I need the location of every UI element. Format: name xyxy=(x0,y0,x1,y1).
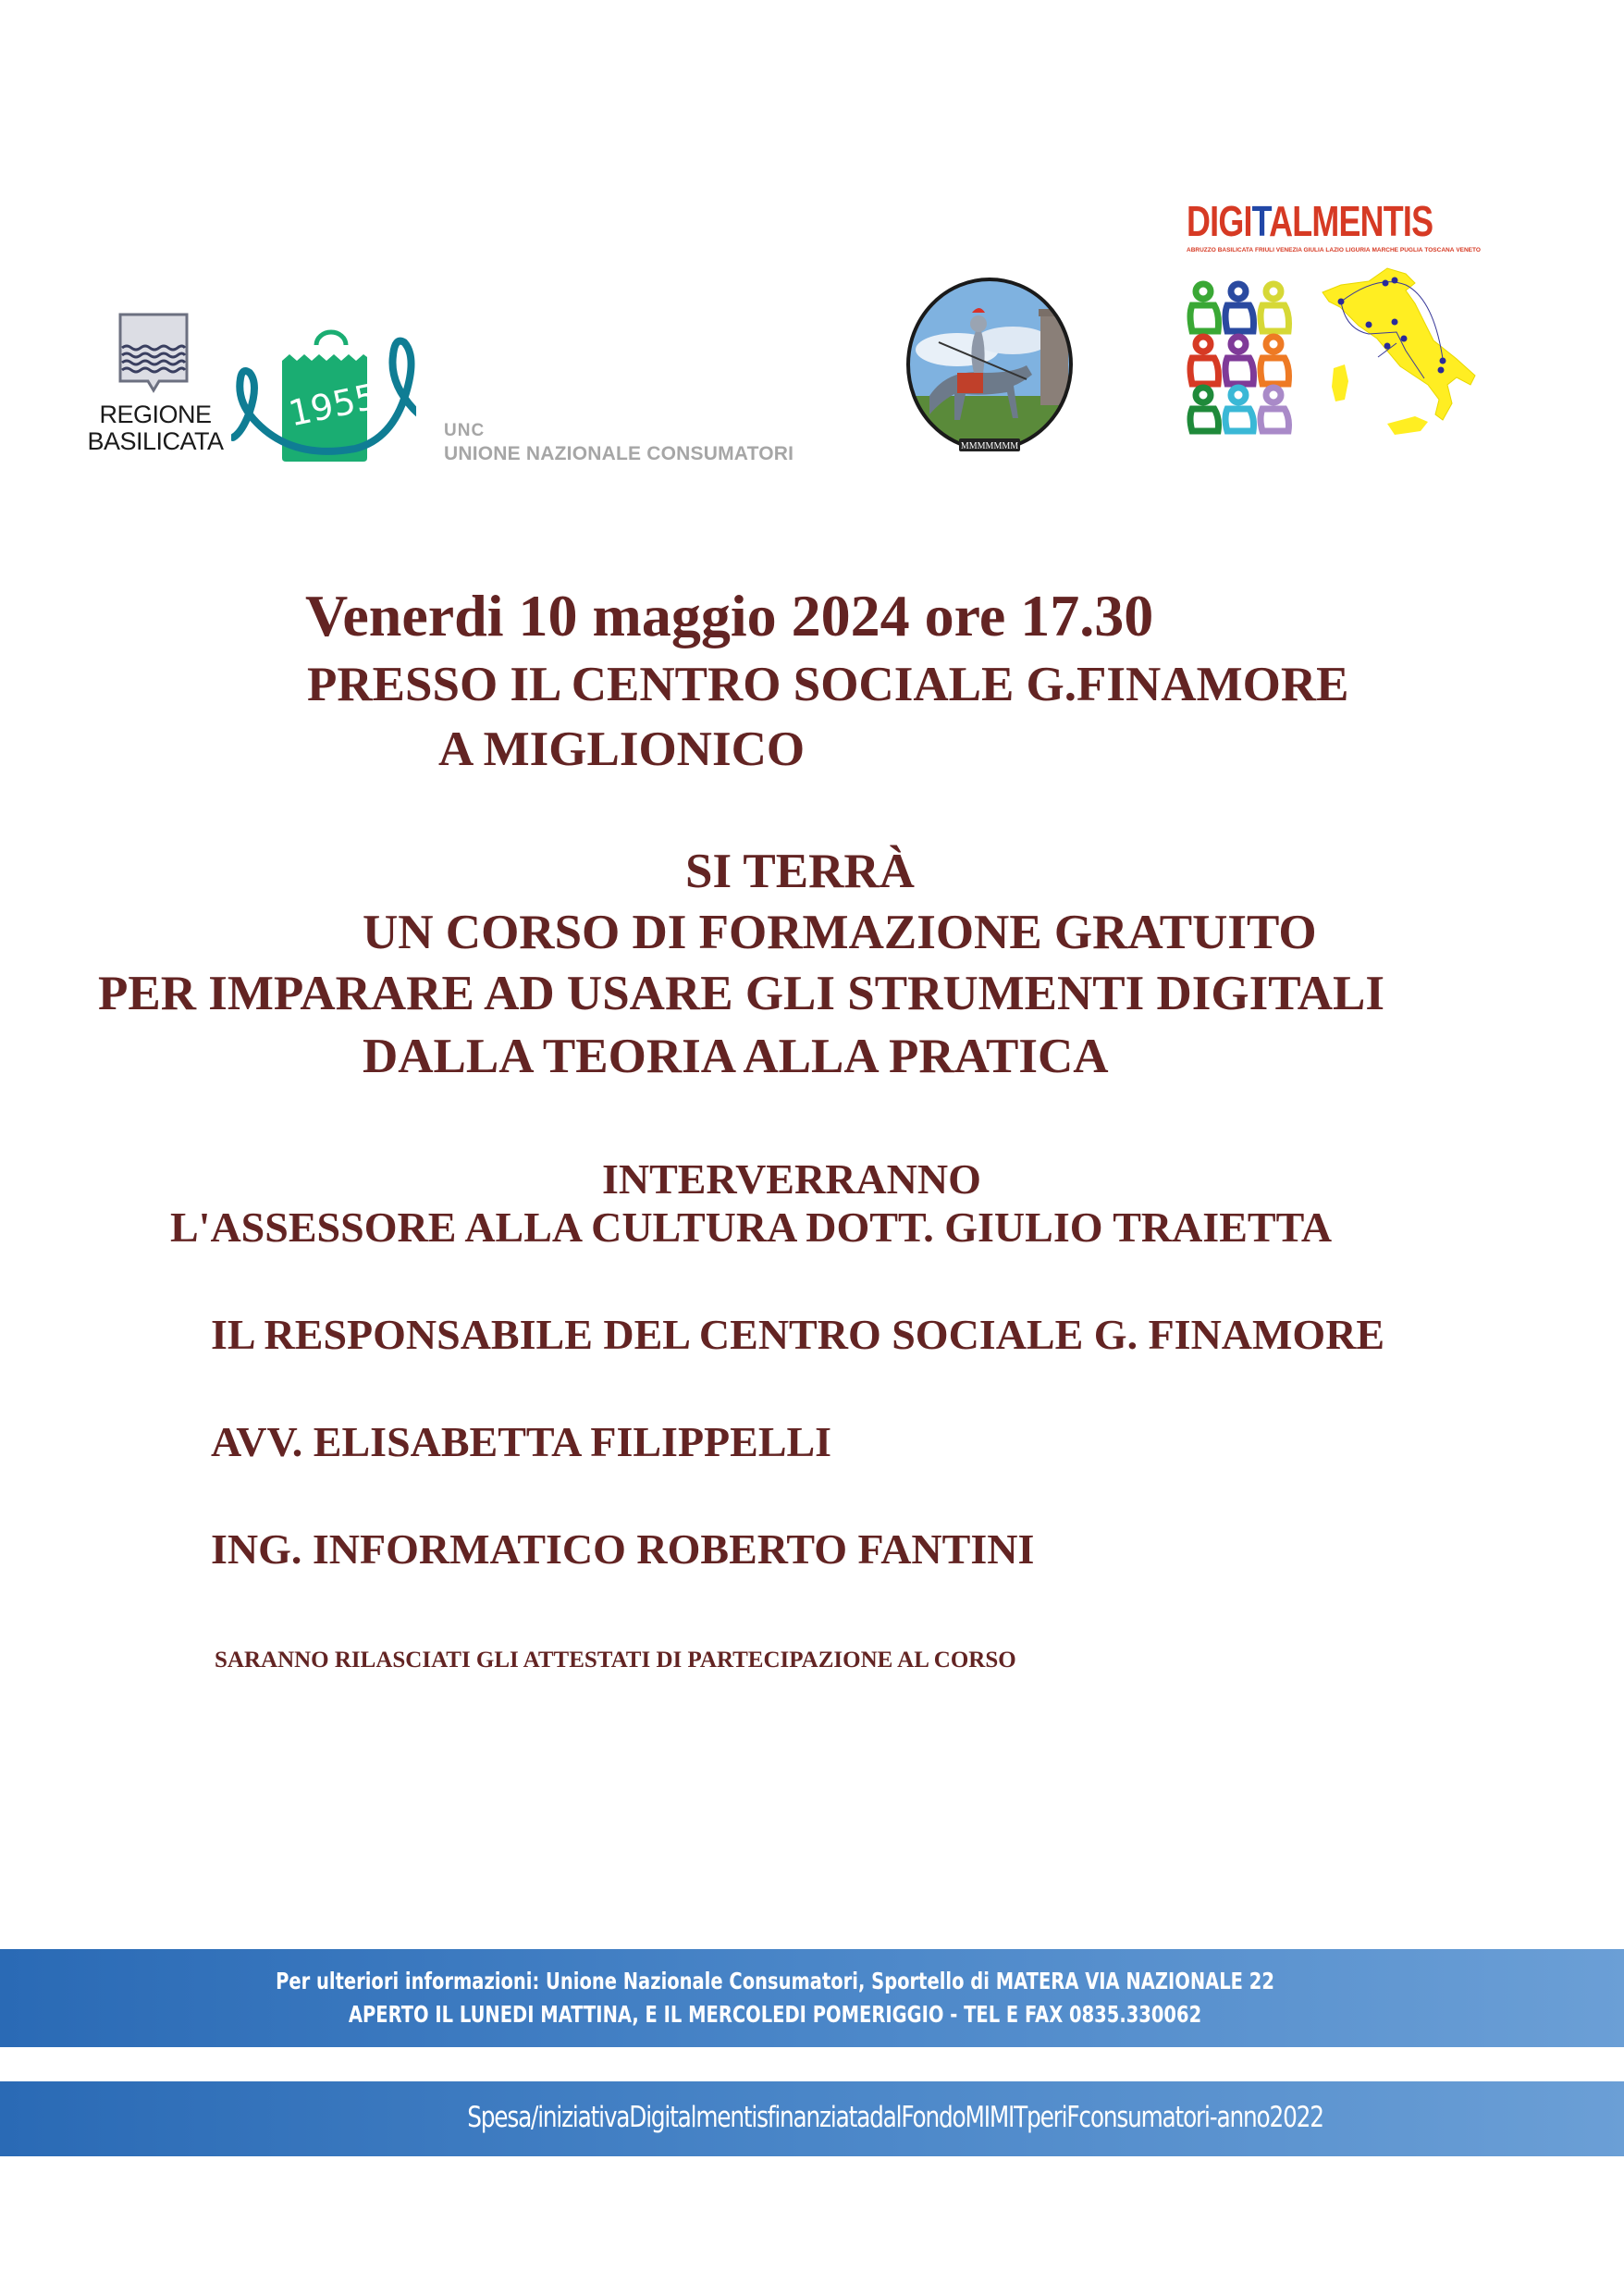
region-label: VENETO xyxy=(1456,247,1481,253)
region-label: FRIULI VENEZIA GIULIA xyxy=(1255,247,1324,253)
contact-info-bar xyxy=(0,1949,1624,2047)
contact-info-line2: APERTO IL LUNEDI MATTINA, E IL MERCOLEDI POMERIGGIO - TEL E FAX 0835.330062 xyxy=(348,2001,1202,2028)
course-title: UN CORSO DI FORMAZIONE GRATUITO xyxy=(363,906,1317,959)
svg-text:1955: 1955 xyxy=(285,376,382,435)
region-label: PUGLIA xyxy=(1399,247,1423,253)
course-subtitle: DALLA TEORIA ALLA PRATICA xyxy=(363,1030,1109,1083)
event-venue: PRESSO IL CENTRO SOCIALE G.FINAMORE xyxy=(307,658,1349,711)
event-date-time: Venerdi 10 maggio 2024 ore 17.30 xyxy=(305,583,1154,648)
event-announce: SI TERRÀ xyxy=(685,845,915,898)
digitalmentis-regions-list xyxy=(1187,248,1481,254)
course-purpose: PER IMPARARE AD USARE GLI STRUMENTI DIGITALI xyxy=(98,967,1384,1020)
speaker-item: ING. INFORMATICO ROBERTO FANTINI xyxy=(211,1525,1035,1573)
event-town: A MIGLIONICO xyxy=(438,722,806,776)
certificate-note: SARANNO RILASCIATI GLI ATTESTATI DI PARTECIPAZIONE AL CORSO xyxy=(215,1648,1016,1673)
speaker-item: AVV. ELISABETTA FILIPPELLI xyxy=(211,1418,832,1465)
region-label: TOSCANA xyxy=(1424,247,1455,253)
digitalmentis-logo-title: DIGITALMENTIS xyxy=(1187,197,1433,245)
region-label: LAZIO xyxy=(1325,247,1344,253)
speaker-item: L'ASSESSORE ALLA CULTURA DOTT. GIULIO TRAIETTA xyxy=(170,1204,1333,1251)
regione-label-line1: REGIONE xyxy=(99,401,212,428)
digitalmentis-people-icon xyxy=(1187,278,1298,435)
region-label: ABRUZZO xyxy=(1187,247,1216,253)
speakers-heading: INTERVERRANNO xyxy=(602,1155,981,1203)
comune-crest-knight-icon xyxy=(902,276,1077,459)
contact-info-line1: Per ulteriori informazioni: Unione Nazionale Consumatori, Sportello di MATERA VIA NAZIONALE 22 xyxy=(276,1968,1274,1994)
region-label: BASILICATA xyxy=(1217,247,1254,253)
funding-note: Spesa/iniziativaDigitalmentisfinanziatadalFondoMIMITperiFconsumatori-anno2022 xyxy=(467,2101,1323,2134)
regione-basilicata-label xyxy=(77,401,234,455)
svg-text:MMMMMMM: MMMMMMM xyxy=(960,441,1019,451)
region-label: MARCHE xyxy=(1372,247,1398,253)
regione-basilicata-shield-icon xyxy=(117,313,191,398)
unc-logo xyxy=(231,319,416,467)
italy-map-icon xyxy=(1313,265,1480,440)
unc-full-name: UNIONE NAZIONALE CONSUMATORI xyxy=(444,443,794,464)
regione-label-line2: BASILICATA xyxy=(87,427,224,455)
funding-note-bar xyxy=(0,2081,1624,2156)
unc-abbreviation: UNC xyxy=(444,421,486,440)
speaker-item: IL RESPONSABILE DEL CENTRO SOCIALE G. FINAMORE xyxy=(211,1311,1385,1358)
region-label: LIGURIA xyxy=(1345,247,1371,253)
